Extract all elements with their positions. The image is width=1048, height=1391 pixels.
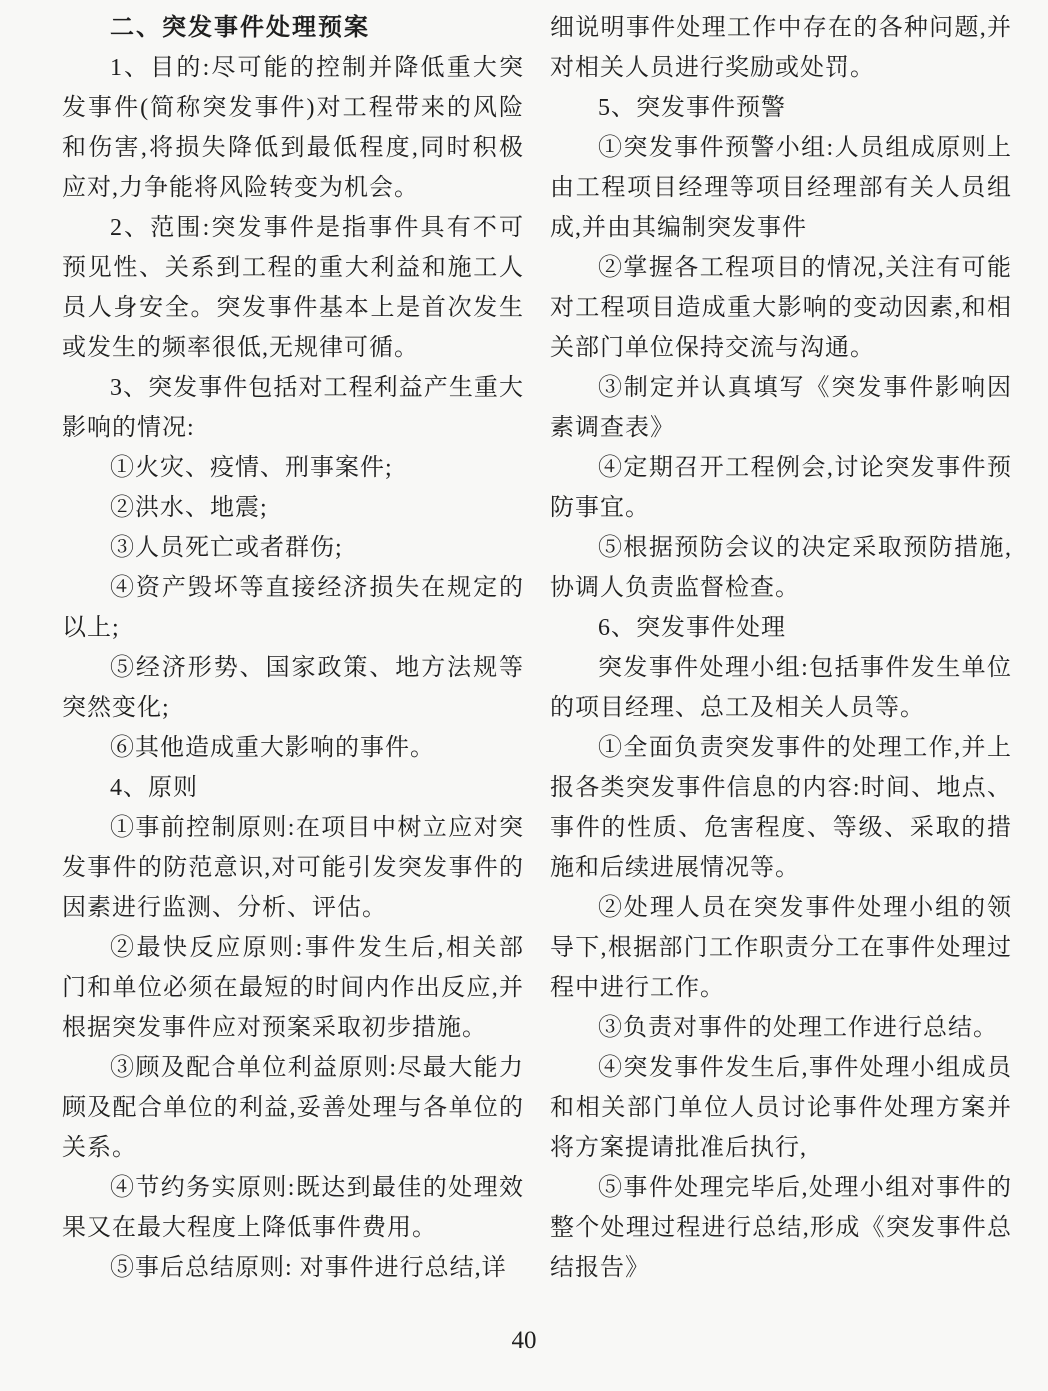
paragraph: ①全面负责突发事件的处理工作,并上报各类突发事件信息的内容:时间、地点、事件的性质、危害程度、等级、采取的措施和后续进展情况等。 — [550, 735, 1012, 881]
paragraph: 突发事件处理小组:包括事件发生单位的项目经理、总工及相关人员等。 — [550, 655, 1012, 721]
paragraph: ②掌握各工程项目的情况,关注有可能对工程项目造成重大影响的变动因素,和相关部门单位保持交流与沟通。 — [550, 255, 1012, 361]
paragraph: ③人员死亡或者群伤; — [110, 535, 343, 561]
paragraph: 5、突发事件预警 — [598, 95, 786, 121]
paragraph: ④节约务实原则:既达到最佳的处理效果又在最大程度上降低事件费用。 — [62, 1175, 524, 1241]
paragraph: ②洪水、地震; — [110, 495, 268, 521]
paragraph: ⑥其他造成重大影响的事件。 — [110, 735, 435, 761]
paragraph: ③负责对事件的处理工作进行总结。 — [598, 1015, 998, 1041]
page-number: 40 — [511, 1327, 537, 1354]
paragraph: ④资产毁坏等直接经济损失在规定的以上; — [62, 575, 524, 641]
paragraph: ⑤经济形势、国家政策、地方法规等突然变化; — [62, 655, 524, 721]
left-column — [62, 8, 524, 1288]
paragraph: 6、突发事件处理 — [598, 615, 786, 641]
paragraph: ③顾及配合单位利益原则:尽最大能力顾及配合单位的利益,妥善处理与各单位的关系。 — [62, 1055, 524, 1161]
paragraph: ①火灾、疫情、刑事案件; — [110, 455, 393, 481]
section-heading: 二、突发事件处理预案 — [110, 14, 370, 41]
paragraph: ⑤事后总结原则: 对事件进行总结,详 — [110, 1255, 507, 1281]
paragraph: 1、目的:尽可能的控制并降低重大突发事件(简称突发事件)对工程带来的风险和伤害,将损失降低到最低程度,同时积极应对,力争能将风险转变为机会。 — [62, 55, 524, 201]
paragraph: 2、范围:突发事件是指事件具有不可预见性、关系到工程的重大利益和施工人员人身安全。突发事件基本上是首次发生或发生的频率很低,无规律可循。 — [62, 215, 524, 361]
paragraph: ⑤根据预防会议的决定采取预防措施,协调人负责监督检查。 — [550, 535, 1012, 601]
paragraph: ①突发事件预警小组:人员组成原则上由工程项目经理等项目经理部有关人员组成,并由其编制突发事件 — [550, 135, 1012, 241]
paragraph: ④定期召开工程例会,讨论突发事件预防事宜。 — [550, 455, 1012, 521]
paragraph: 细说明事件处理工作中存在的各种问题,并对相关人员进行奖励或处罚。 — [550, 15, 1012, 81]
paragraph: ②处理人员在突发事件处理小组的领导下,根据部门工作职责分工在事件处理过程中进行工作。 — [550, 895, 1012, 1001]
paragraph: 3、突发事件包括对工程利益产生重大影响的情况: — [62, 375, 524, 441]
two-column-text-area — [62, 8, 1012, 1288]
paragraph: ⑤事件处理完毕后,处理小组对事件的整个处理过程进行总结,形成《突发事件总结报告》 — [550, 1175, 1012, 1281]
paragraph: ③制定并认真填写《突发事件影响因素调查表》 — [550, 375, 1012, 441]
paragraph: ①事前控制原则:在项目中树立应对突发事件的防范意识,对可能引发突发事件的因素进行监测、分析、评估。 — [62, 815, 524, 921]
paragraph: ②最快反应原则:事件发生后,相关部门和单位必须在最短的时间内作出反应,并根据突发事件应对预案采取初步措施。 — [62, 935, 524, 1041]
paragraph: ④突发事件发生后,事件处理小组成员和相关部门单位人员讨论事件处理方案并将方案提请批准后执行, — [550, 1055, 1012, 1161]
paragraph: 4、原则 — [110, 775, 198, 801]
right-column — [550, 8, 1012, 1288]
